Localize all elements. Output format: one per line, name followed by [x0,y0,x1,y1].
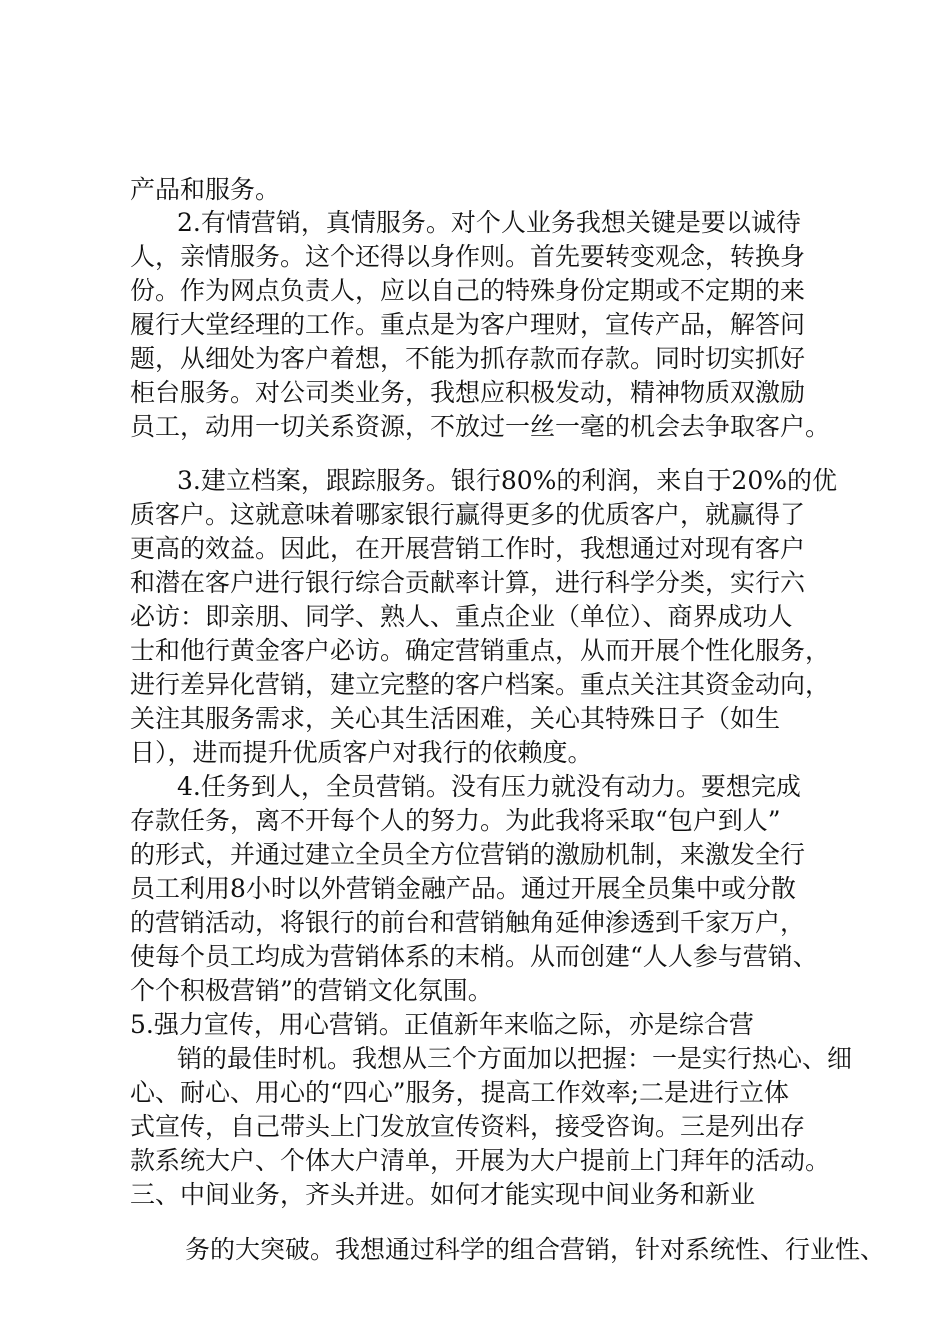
text-line: 心、耐心、用心的“四心”服务，提高工作效率;二是进行立体 [130,1078,789,1107]
text-line: 柜台服务。对公司类业务，我想应积极发动，精神物质双激励 [130,378,806,407]
text-line: 士和他行黄金客户必访。确定营销重点，从而开展个性化服务， [130,636,831,665]
text-line: 员工利用8小时以外营销金融产品。通过开展全员集中或分散 [130,874,796,903]
text-line: 个个积极营销”的营销文化氛围。 [130,976,493,1005]
paragraph-2-start: 2.有情营销，真情服务。对个人业务我想关键是要以诚待 [177,208,801,237]
text-line: 的形式，并通过建立全员全方位营销的激励机制，来激发全行 [130,840,806,869]
text-line: 三、中间业务，齐头并进。如何才能实现中间业务和新业 [130,1180,756,1209]
text-line: 存款任务，离不开每个人的努力。为此我将采取“包户到人” [130,806,781,835]
text-line: 员工，动用一切关系资源，不放过一丝一毫的机会去争取客户。 [130,412,831,441]
text-line: 日），进而提升优质客户对我行的依赖度。 [130,738,593,767]
text-line: 份。作为网点负责人，应以自己的特殊身份定期或不定期的来 [130,276,806,305]
text-line: 题，从细处为客户着想，不能为抓存款而存款。同时切实抓好 [130,344,806,373]
text-line: 关注其服务需求，关心其生活困难，关心其特殊日子（如生 [130,704,781,733]
text-line: 5.强力宣传，用心营销。正值新年来临之际，亦是综合营 [130,1010,754,1039]
text-line [130,1267,850,1301]
section-3-heading-line: 务的大突破。我想通过科学的组合营销，针对系统性、行业性、 [185,1235,886,1264]
text-line: 的营销活动，将银行的前台和营销触角延伸渗透到千家万户， [130,908,806,937]
text-line: 产品和服务。 [130,175,281,204]
text-line: 进行差异化营销，建立完整的客户档案。重点关注其资金动向， [130,670,831,699]
paragraph-5-start: 销的最佳时机。我想从三个方面加以把握：一是实行热心、细 [177,1044,853,1073]
text-line: 使每个员工均成为营销体系的末梢。从而创建“人人参与营销、 [130,942,818,971]
text-line: 式宣传，自己带头上门发放宣传资料，接受咨询。三是列出存 [130,1112,806,1141]
text-line: 和潜在客户进行银行综合贡献率计算，进行科学分类，实行六 [130,568,806,597]
text-line: 必访：即亲朋、同学、熟人、重点企业（单位）、商界成功人 [130,602,793,631]
text-line: 更高的效益。因此，在开展营销工作时，我想通过对现有客户 [130,534,806,563]
text-line: 履行大堂经理的工作。重点是为客户理财，宣传产品，解答问 [130,310,806,339]
paragraph-3-start: 3.建立档案，跟踪服务。银行80%的利润，来自于20%的优 [177,466,837,495]
text-line: 质客户。这就意味着哪家银行赢得更多的优质客户，就赢得了 [130,500,806,529]
paragraph-4-start: 4.任务到人，全员营销。没有压力就没有动力。要想完成 [177,772,801,801]
text-line: 人，亲情服务。这个还得以身作则。首先要转变观念，转换身 [130,242,806,271]
text-line: 款系统大户、个体大户清单，开展为大户提前上门拜年的活动。 [130,1146,831,1175]
